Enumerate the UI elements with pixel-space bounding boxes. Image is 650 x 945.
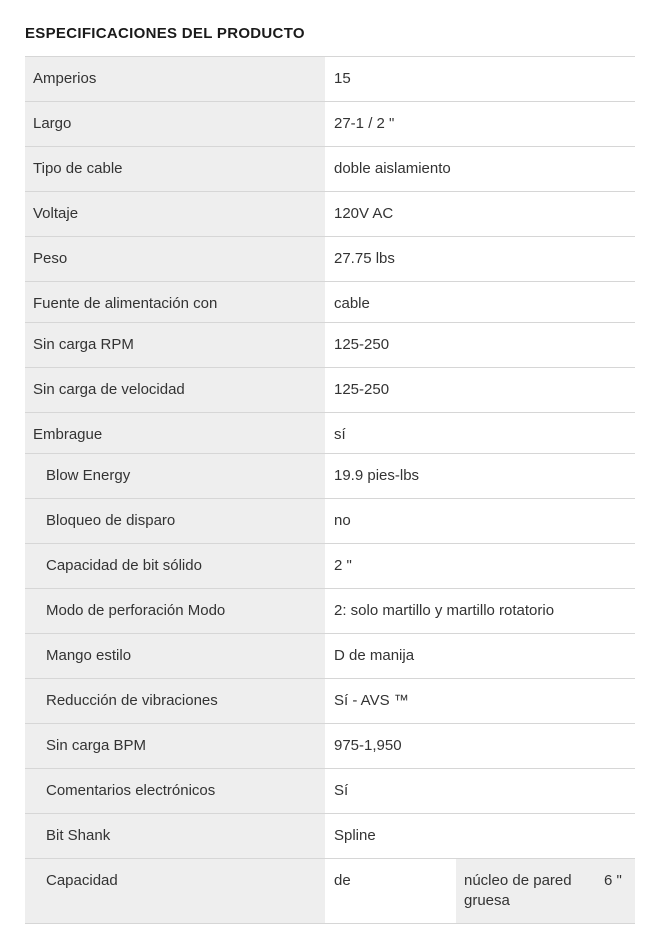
- spec-value: 2 ": [325, 544, 635, 589]
- spec-label: Capacidad: [25, 859, 325, 924]
- spec-label: Blow Energy: [25, 454, 325, 499]
- spec-label: Modo de perforación Modo: [25, 589, 325, 634]
- spec-value: 975-1,950: [325, 724, 635, 769]
- spec-value: 15: [325, 57, 635, 102]
- spec-value: Sí - AVS ™: [325, 679, 635, 724]
- table-row: [25, 454, 635, 499]
- spec-label: Capacidad de bit sólido: [25, 544, 325, 589]
- spec-label: Largo: [25, 102, 325, 147]
- spec-value-part-a: de: [325, 859, 456, 923]
- spec-label: Sin carga de velocidad: [25, 368, 325, 413]
- spec-label: Amperios: [25, 57, 325, 102]
- spec-label: Tipo de cable: [25, 147, 325, 192]
- spec-value: 2: solo martillo y martillo rotatorio: [325, 589, 635, 634]
- table-row: [25, 368, 635, 413]
- spec-value: 125-250: [325, 323, 635, 368]
- table-row: [25, 544, 635, 589]
- spec-label: Fuente de alimentación con: [25, 282, 325, 323]
- table-row: [25, 192, 635, 237]
- table-row: [25, 413, 635, 454]
- table-row: [25, 282, 635, 323]
- spec-label: Bloqueo de disparo: [25, 499, 325, 544]
- spec-value: 120V AC: [325, 192, 635, 237]
- table-row: [25, 499, 635, 544]
- table-row: [25, 323, 635, 368]
- table-row: [25, 237, 635, 282]
- table-row: [25, 147, 635, 192]
- table-row: [25, 814, 635, 859]
- table-row-capacidad: [25, 859, 635, 924]
- spec-value-split: [325, 859, 635, 924]
- spec-label: Bit Shank: [25, 814, 325, 859]
- spec-value: 125-250: [325, 368, 635, 413]
- table-row: [25, 679, 635, 724]
- spec-value: doble aislamiento: [325, 147, 635, 192]
- spec-value: sí: [325, 413, 635, 454]
- spec-value: D de manija: [325, 634, 635, 679]
- page-title: ESPECIFICACIONES DEL PRODUCTO: [25, 25, 305, 42]
- spec-value-part-c: 6 ": [604, 859, 635, 923]
- table-row: [25, 102, 635, 147]
- spec-label: Reducción de vibraciones: [25, 679, 325, 724]
- spec-label: Mango estilo: [25, 634, 325, 679]
- table-row: [25, 57, 635, 102]
- spec-value-part-b: núcleo de pared gruesa: [456, 859, 604, 923]
- spec-label: Sin carga RPM: [25, 323, 325, 368]
- spec-value: cable: [325, 282, 635, 323]
- spec-value: 27-1 / 2 ": [325, 102, 635, 147]
- spec-table: [25, 56, 635, 924]
- table-row: [25, 769, 635, 814]
- spec-label: Peso: [25, 237, 325, 282]
- table-row: [25, 724, 635, 769]
- spec-value: Sí: [325, 769, 635, 814]
- spec-label: Sin carga BPM: [25, 724, 325, 769]
- spec-label: Comentarios electrónicos: [25, 769, 325, 814]
- spec-value: 27.75 lbs: [325, 237, 635, 282]
- spec-label: Embrague: [25, 413, 325, 454]
- spec-label: Voltaje: [25, 192, 325, 237]
- table-row: [25, 589, 635, 634]
- spec-value: 19.9 pies-lbs: [325, 454, 635, 499]
- spec-value: no: [325, 499, 635, 544]
- table-row: [25, 634, 635, 679]
- spec-value: Spline: [325, 814, 635, 859]
